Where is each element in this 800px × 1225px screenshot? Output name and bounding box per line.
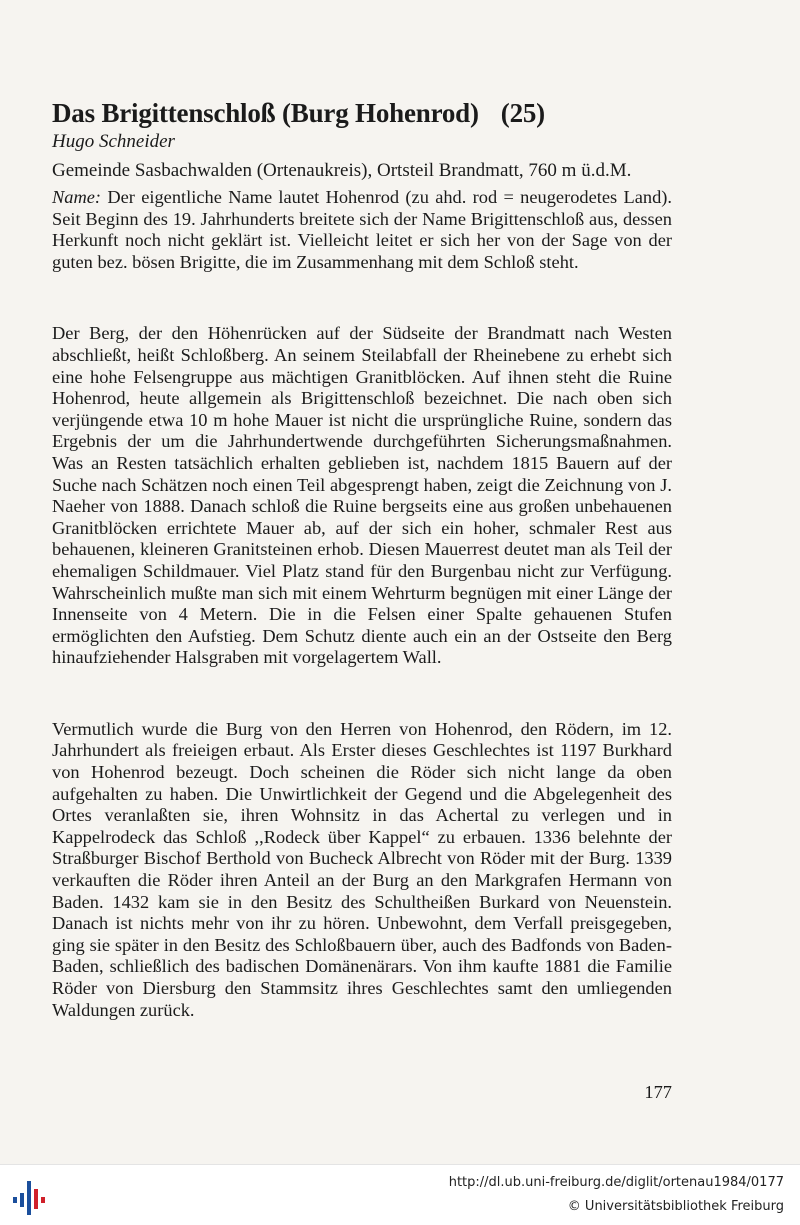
name-text: Der eigentliche Name lautet Hohenrod (zu ahd. rod = neugerodetes Land). Seit Beginn des 19. Jahrhunderts breitete sich der Name Brigittenschloß aus, dessen Herkunft noch nicht geklärt ist. Vielleicht leitet er sich her von der Sage von der guten bez. bösen Brigitte, die im Zusammenhang mit dem Schloß steht. (52, 187, 672, 272)
paragraph-history: Vermutlich wurde die Burg von den Herren von Hohenrod, den Rödern, im 12. Jahrhundert als freieigen erbaut. Als Erster dieses Geschlechtes ist 1197 Burkhard von Hohenrod bezeugt. Doch scheinen die Röder sich nicht lange da oben aufgehalten zu haben. Die Unwirtlichkeit der Gegend und die Abgelegenheit des Ortes veranlaßten sie, ihren Wohnsitz in das Achertal zu verlegen und in Kappelrodeck das Schloß ,,Rodeck über Kappel“ zu erbauen. 1336 belehnte der Straßburger Bischof Berthold von Bucheck Albrecht von Röder mit der Burg. 1339 verkauften die Röder ihren Anteil an der Burg an den Markgrafen Hermann von Baden. 1432 kam sie in den Besitz des Schultheißen Burkard von Neuenstein. Danach ist nichts mehr von ihr zu hören. Unbewohnt, dem Verfall preisgegeben, ging sie später in den Besitz des Schloßbauern über, auch des Badfonds von Baden-Baden, schließlich des badischen Domänenärars. Von ihm kaufte 1881 die Familie Röder von Diersburg den Stammsitz ihres Geschlechtes samt den umliegenden Waldungen zurück. (52, 718, 672, 1020)
footer-url-link[interactable]: http://dl.ub.uni-freiburg.de/diglit/ortenau1984/0177 (448, 1175, 784, 1190)
name-paragraph (52, 187, 672, 273)
article-number: (25) (500, 98, 545, 128)
ub-freiburg-logo-icon (10, 1175, 52, 1217)
article-content (52, 98, 672, 1021)
article-author: Hugo Schneider (52, 131, 175, 152)
footer-copyright: © Universitätsbibliothek Freiburg (567, 1199, 784, 1214)
logo-red-bar (34, 1189, 38, 1209)
footer-bar (0, 1164, 800, 1225)
article-heading (52, 98, 672, 128)
logo-red-bar (41, 1197, 45, 1203)
article-location: Gemeinde Sasbachwalden (Ortenaukreis), Ortsteil Brandmatt, 760 m ü.d.M. (52, 160, 632, 181)
name-label: Name: (52, 187, 102, 207)
page-number: 177 (644, 1082, 672, 1102)
article-title: Das Brigittenschloß (Burg Hohenrod) (52, 98, 479, 128)
logo-blue-bar (20, 1193, 24, 1207)
paragraph-description: Der Berg, der den Höhenrücken auf der Südseite der Brandmatt nach Westen abschließt, heißt Schloßberg. An seinem Steilabfall der Rheinebene zu erhebt sich eine hohe Felsengruppe aus mächtigen Granitblöcken. Auf ihnen steht die Ruine Hohenrod, heute allgemein als Brigittenschloß bezeichnet. Die nach oben sich verjüngende etwa 10 m hohe Mauer ist nicht die ursprüngliche Ruine, sondern das Ergebnis der um die Jahrhundertwende durchgeführten Sicherungsmaßnahmen. Was an Resten tatsächlich erhalten geblieben ist, nachdem 1815 Bauern auf der Suche nach Schätzen noch einen Teil abgesprengt haben, zeigt die Zeichnung von J. Naeher von 1888. Danach schloß die Ruine bergseits eine aus großen unbehauenen Granitblöcken errichtete Mauer ab, auf der sich ein hoher, schmaler Rest aus behauenen, kleineren Granitsteinen erhob. Diesen Mauerrest deutet man als Teil der ehemaligen Schildmauer. Viel Platz stand für den Burgenbau nicht zur Verfügung. Wahrscheinlich mußte man sich mit einem Wehrturm begnügen mit einer Länge der Innenseite von 4 Metern. Die in die Felsen einer Spalte gehauenen Stufen ermöglichten den Aufstieg. Dem Schutz diente auch ein an der Ostseite den Berg hinaufziehender Halsgraben mit vorgelagertem Wall. (52, 323, 672, 668)
logo-blue-bar (13, 1197, 17, 1203)
logo-blue-bar (27, 1181, 31, 1215)
